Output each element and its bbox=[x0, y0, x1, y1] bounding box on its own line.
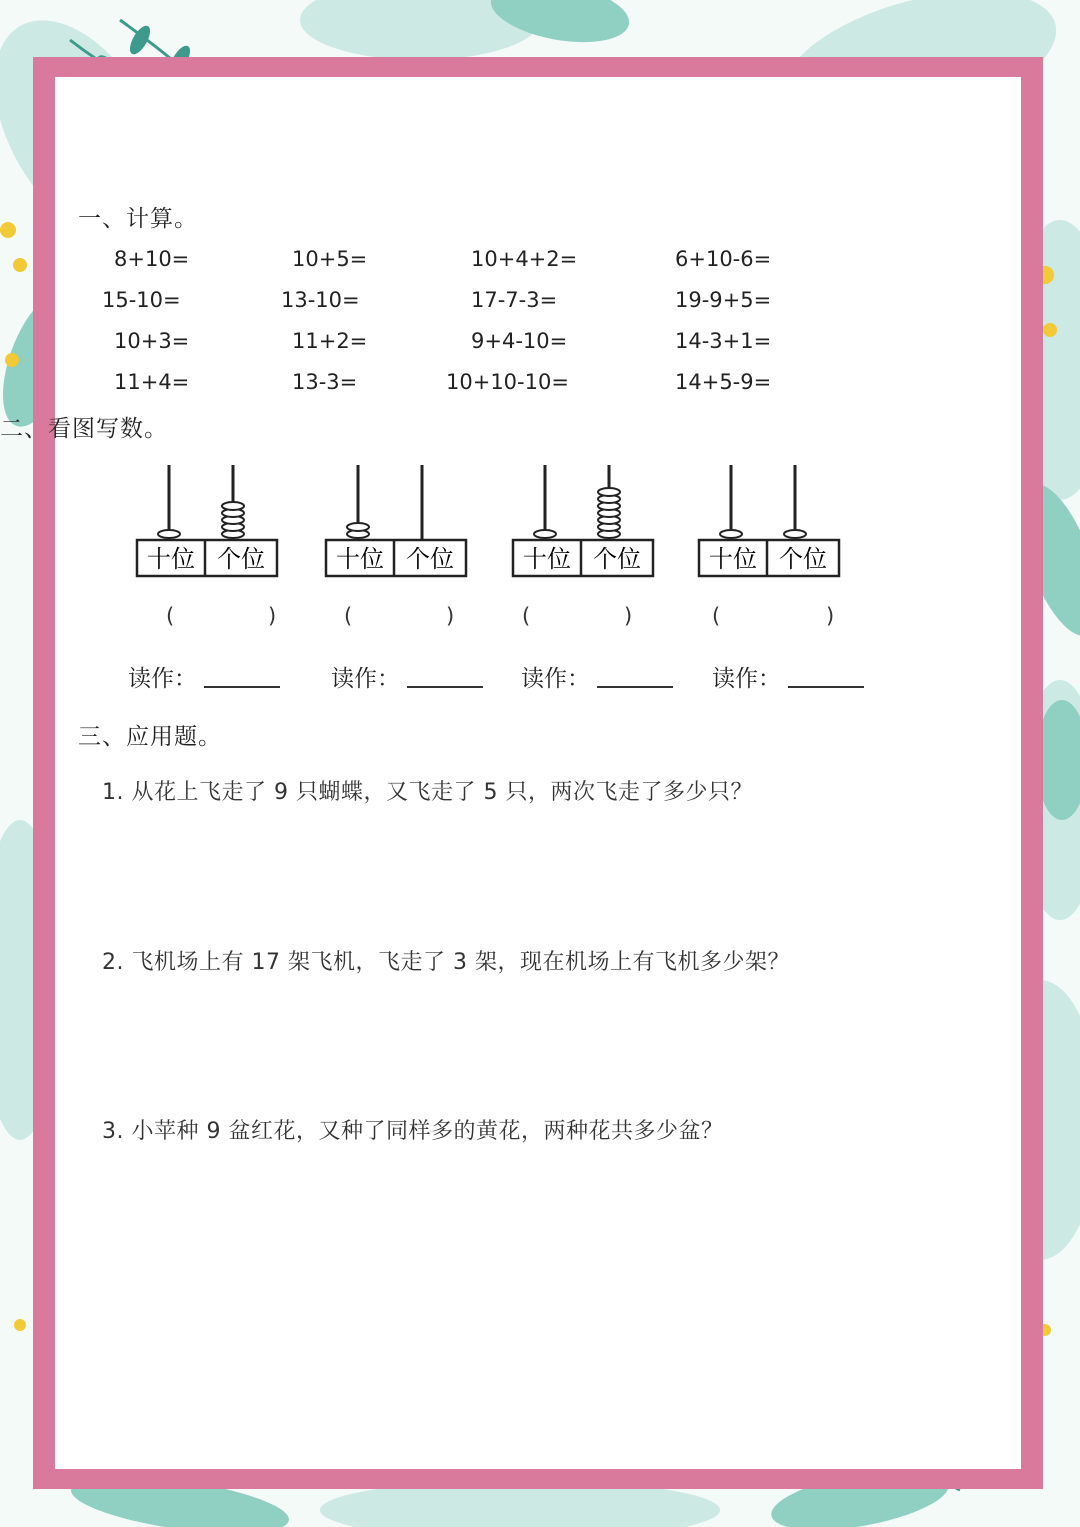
answer-paren-close: ) bbox=[624, 604, 633, 628]
answer-paren-close: ) bbox=[268, 604, 277, 628]
equation: 10+3= bbox=[114, 329, 190, 353]
word-problem: 3. 小苹种 9 盆红花，又种了同样多的黄花，两种花共多少盆？ bbox=[102, 1119, 724, 1144]
equation: 15-10= bbox=[102, 288, 181, 312]
answer-paren-open: ( bbox=[344, 604, 353, 628]
section-1-heading: 一、计算。 bbox=[78, 206, 198, 232]
equation: 9+4-10= bbox=[471, 329, 568, 353]
answer-paren-close: ) bbox=[826, 604, 835, 628]
abacus-bead bbox=[347, 523, 369, 531]
abacus bbox=[133, 460, 283, 585]
abacus-bead bbox=[598, 488, 620, 496]
word-problem: 2. 飞机场上有 17 架飞机，飞走了 3 架，现在机场上有飞机多少架？ bbox=[102, 950, 790, 975]
equation: 14+5-9= bbox=[675, 370, 772, 394]
abacus bbox=[322, 460, 472, 585]
abacus-bead bbox=[784, 530, 806, 538]
worksheet-paper bbox=[55, 77, 1021, 1469]
abacus-drawing bbox=[322, 460, 472, 585]
equation: 8+10= bbox=[114, 247, 190, 271]
equation: 11+4= bbox=[114, 370, 190, 394]
equation: 10+4+2= bbox=[471, 247, 578, 271]
read-as-label: 读作： bbox=[331, 666, 400, 692]
equation: 13-10= bbox=[281, 288, 360, 312]
section-3-heading: 三、应用题。 bbox=[78, 724, 222, 750]
answer-blank bbox=[597, 686, 673, 688]
abacus-bead bbox=[534, 530, 556, 538]
abacus-bead bbox=[222, 502, 244, 510]
abacus-drawing bbox=[133, 460, 283, 585]
read-as-label: 读作： bbox=[521, 666, 590, 692]
section-2-heading: 二、看图写数。 bbox=[0, 416, 168, 442]
answer-paren-open: ( bbox=[166, 604, 175, 628]
equation: 17-7-3= bbox=[471, 288, 558, 312]
abacus-bead bbox=[720, 530, 742, 538]
answer-blank bbox=[407, 686, 483, 688]
answer-paren-open: ( bbox=[712, 604, 721, 628]
ones-place-label: 个位 bbox=[779, 545, 827, 573]
answer-paren-open: ( bbox=[522, 604, 531, 628]
tens-place-label: 十位 bbox=[336, 545, 384, 573]
ones-place-label: 个位 bbox=[593, 545, 641, 573]
ones-place-label: 个位 bbox=[406, 545, 454, 573]
equation: 14-3+1= bbox=[675, 329, 772, 353]
abacus bbox=[509, 460, 659, 585]
equation: 10+10-10= bbox=[446, 370, 569, 394]
answer-blank bbox=[204, 686, 280, 688]
abacus-drawing bbox=[695, 460, 845, 585]
worksheet-frame bbox=[33, 57, 1043, 1489]
answer-blank bbox=[788, 686, 864, 688]
read-as-label: 读作： bbox=[128, 666, 197, 692]
word-problem: 1. 从花上飞走了 9 只蝴蝶，又飞走了 5 只，两次飞走了多少只？ bbox=[102, 780, 753, 805]
equation: 19-9+5= bbox=[675, 288, 772, 312]
abacus-bead bbox=[158, 530, 180, 538]
equation: 11+2= bbox=[292, 329, 368, 353]
equation: 13-3= bbox=[292, 370, 358, 394]
tens-place-label: 十位 bbox=[523, 545, 571, 573]
ones-place-label: 个位 bbox=[217, 545, 265, 573]
tens-place-label: 十位 bbox=[147, 545, 195, 573]
abacus bbox=[695, 460, 845, 585]
equation: 6+10-6= bbox=[675, 247, 772, 271]
abacus-drawing bbox=[509, 460, 659, 585]
answer-paren-close: ) bbox=[446, 604, 455, 628]
tens-place-label: 十位 bbox=[709, 545, 757, 573]
equation: 10+5= bbox=[292, 247, 368, 271]
read-as-label: 读作： bbox=[712, 666, 781, 692]
